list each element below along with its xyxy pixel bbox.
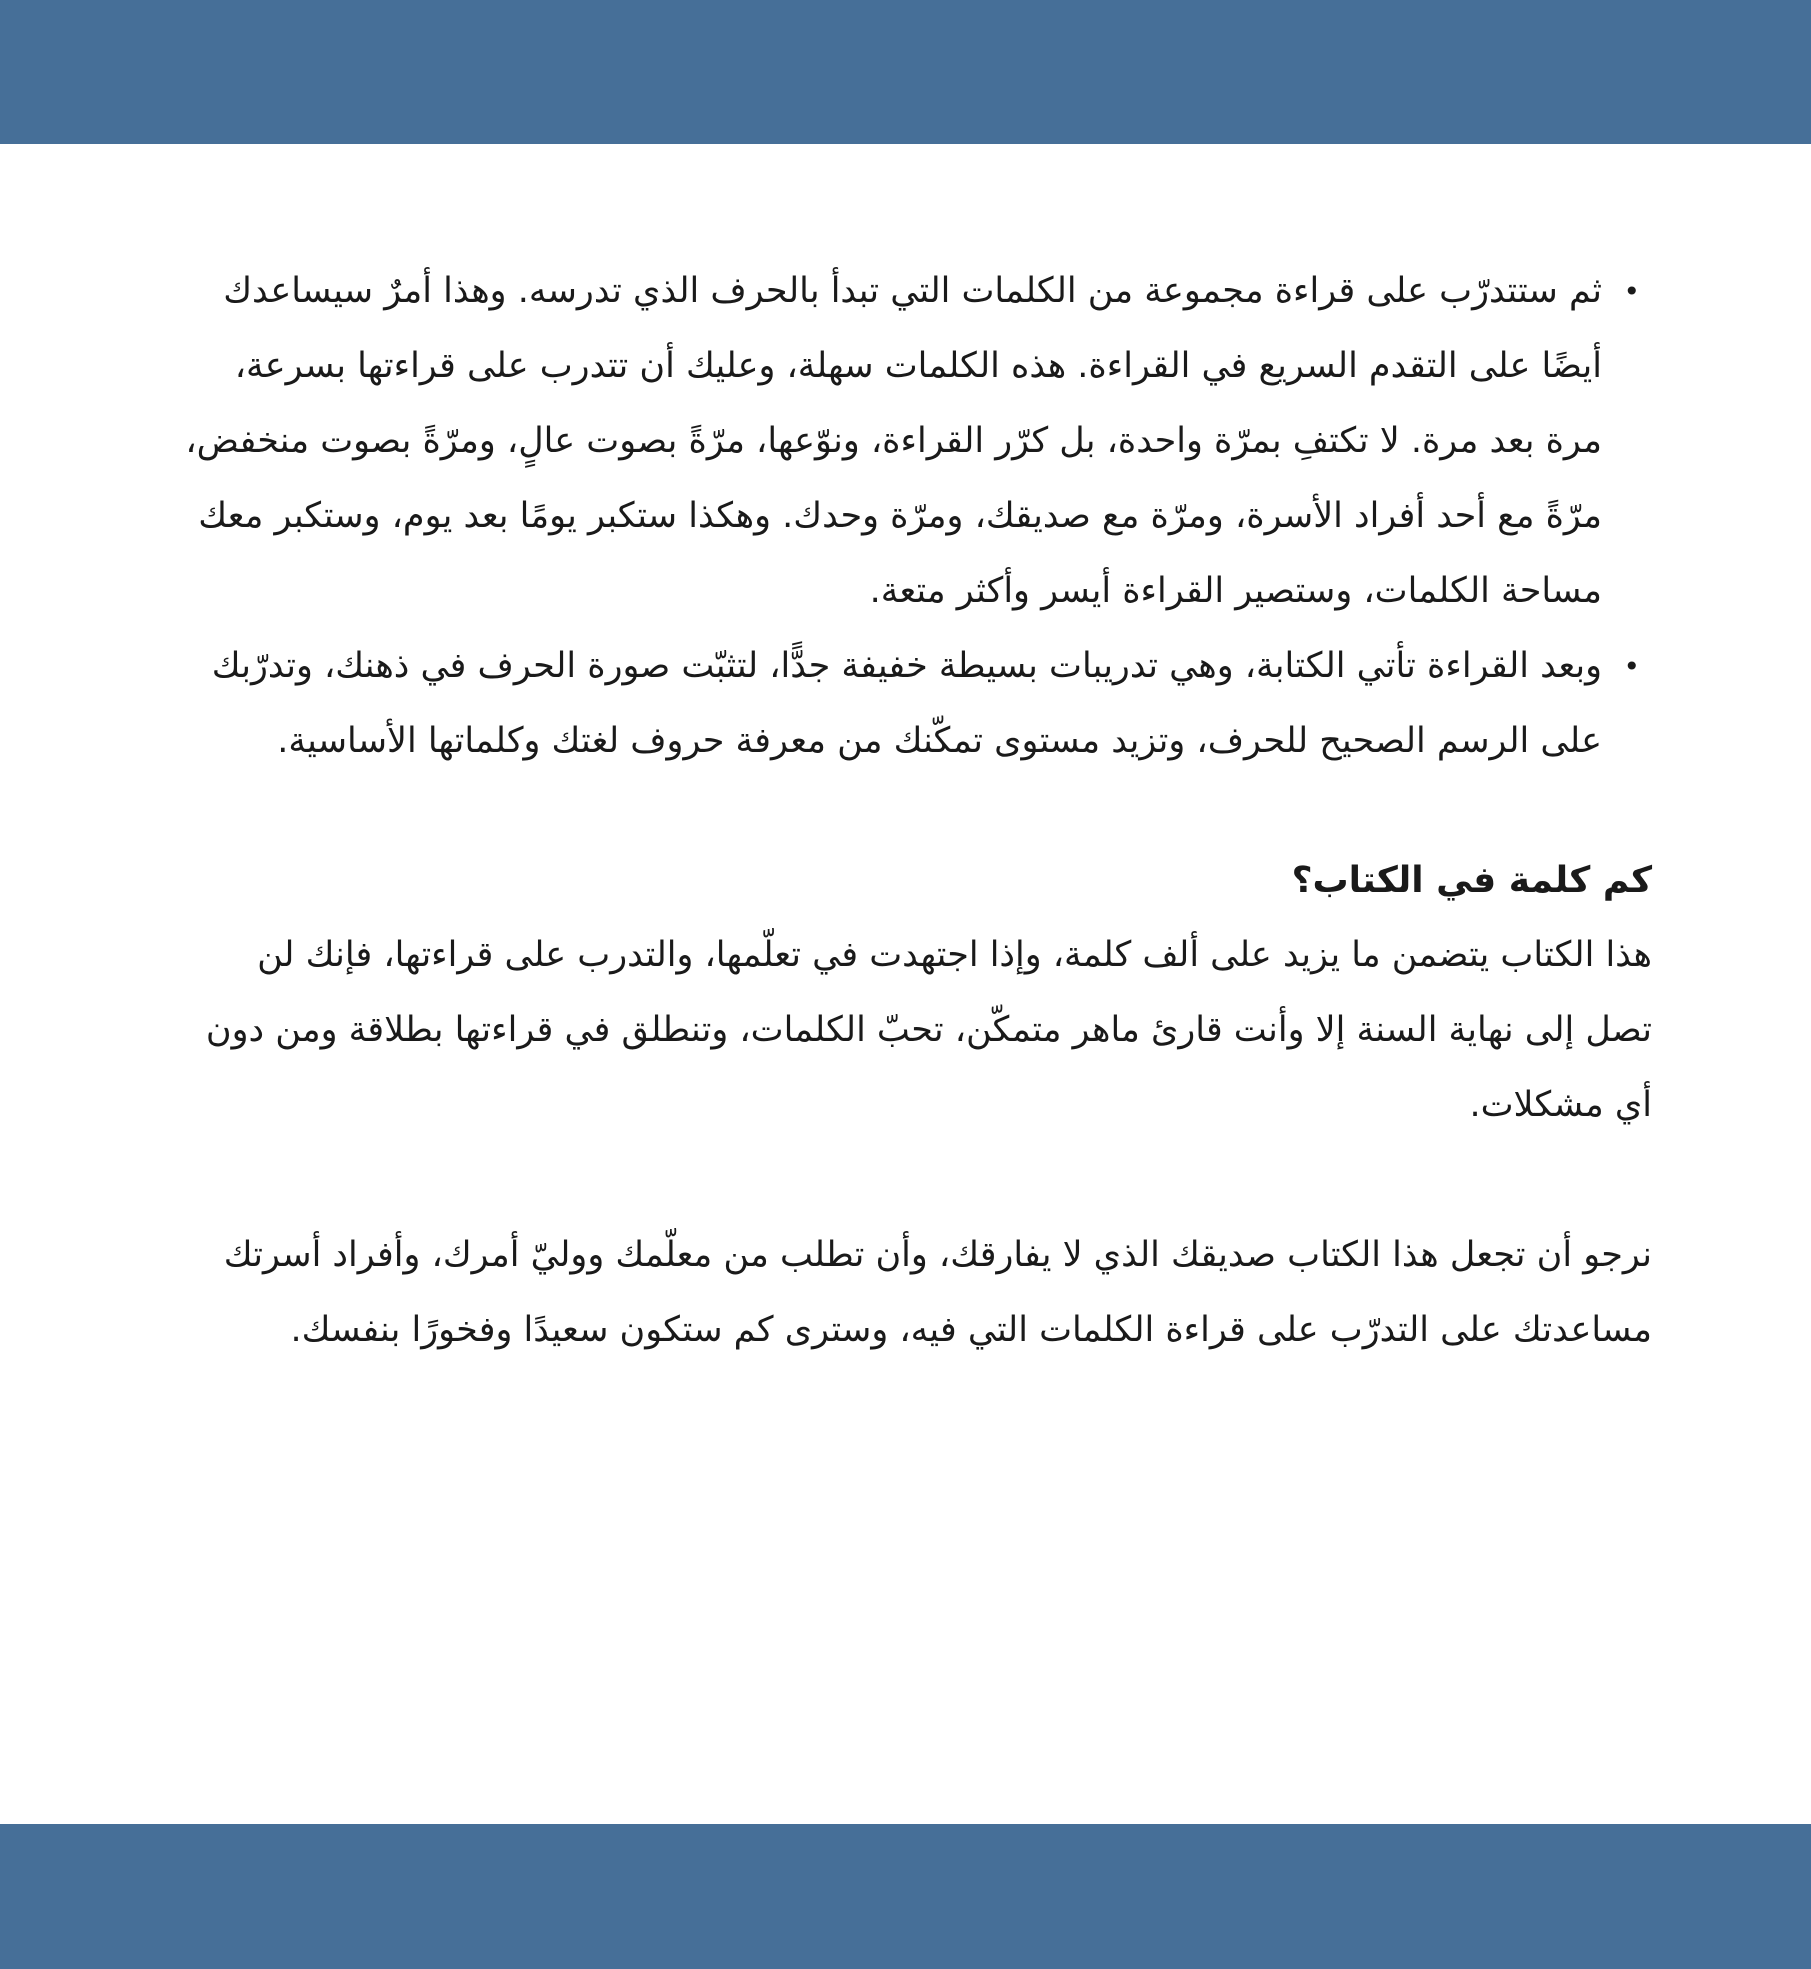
bullet-dot-icon: • [1623, 650, 1640, 683]
header-band [0, 0, 1811, 144]
body-paragraph: هذا الكتاب يتضمن ما يزيد على ألف كلمة، وإذا اجتهدت في تعلّمها، والتدرب على قراءتها، فإنك لن تصل إلى نهاية السنة إلا وأنت قارئ ماهر متمكّن، تحبّ الكلمات، وتنطلق في قراءتها بطلاقة ومن دون أي مشكلات. [205, 935, 1652, 1125]
bullet-text: وبعد القراءة تأتي الكتابة، وهي تدريبات بسيطة خفيفة جدًّا، لتثبّت صورة الحرف في ذهنك، وتدرّبك على الرسم الصحيح للحرف، وتزيد مستوى تمكّنك من معرفة حروف لغتك وكلماتها الأساسية. [211, 646, 1602, 761]
page-content [180, 254, 1652, 1368]
list-item [180, 629, 1640, 779]
body-paragraph: نرجو أن تجعل هذا الكتاب صديقك الذي لا يفارقك، وأن تطلب من معلّمك ووليّ أمرك، وأفراد أسرتك مساعدتك على التدرّب على قراءة الكلمات التي فيه، وسترى كم ستكون سعيدًا وفخورًا بنفسك. [223, 1235, 1652, 1350]
bullet-text: ثم ستتدرّب على قراءة مجموعة من الكلمات التي تبدأ بالحرف الذي تدرسه. وهذا أمرٌ سيساعدك أيضًا على التقدم السريع في القراءة. هذه الكلمات سهلة، وعليك أن تتدرب على قراءتها بسرعة، مرة بعد مرة. لا تكتفِ بمرّة واحدة، بل كرّر القراءة، ونوّعها، مرّةً بصوت عالٍ، ومرّةً بصوت منخفض، مرّةً مع أحد أفراد الأسرة، ومرّة مع صديقك، ومرّة وحدك. وهكذا ستكبر يومًا بعد يوم، وستكبر معك مساحة الكلمات، وستصير القراءة أيسر وأكثر متعة. [185, 271, 1602, 611]
list-item [180, 254, 1640, 629]
bullet-list [180, 254, 1652, 779]
section-heading: كم كلمة في الكتاب؟ [1291, 860, 1652, 901]
bullet-dot-icon: • [1623, 275, 1640, 308]
footer-band [0, 1824, 1811, 1969]
